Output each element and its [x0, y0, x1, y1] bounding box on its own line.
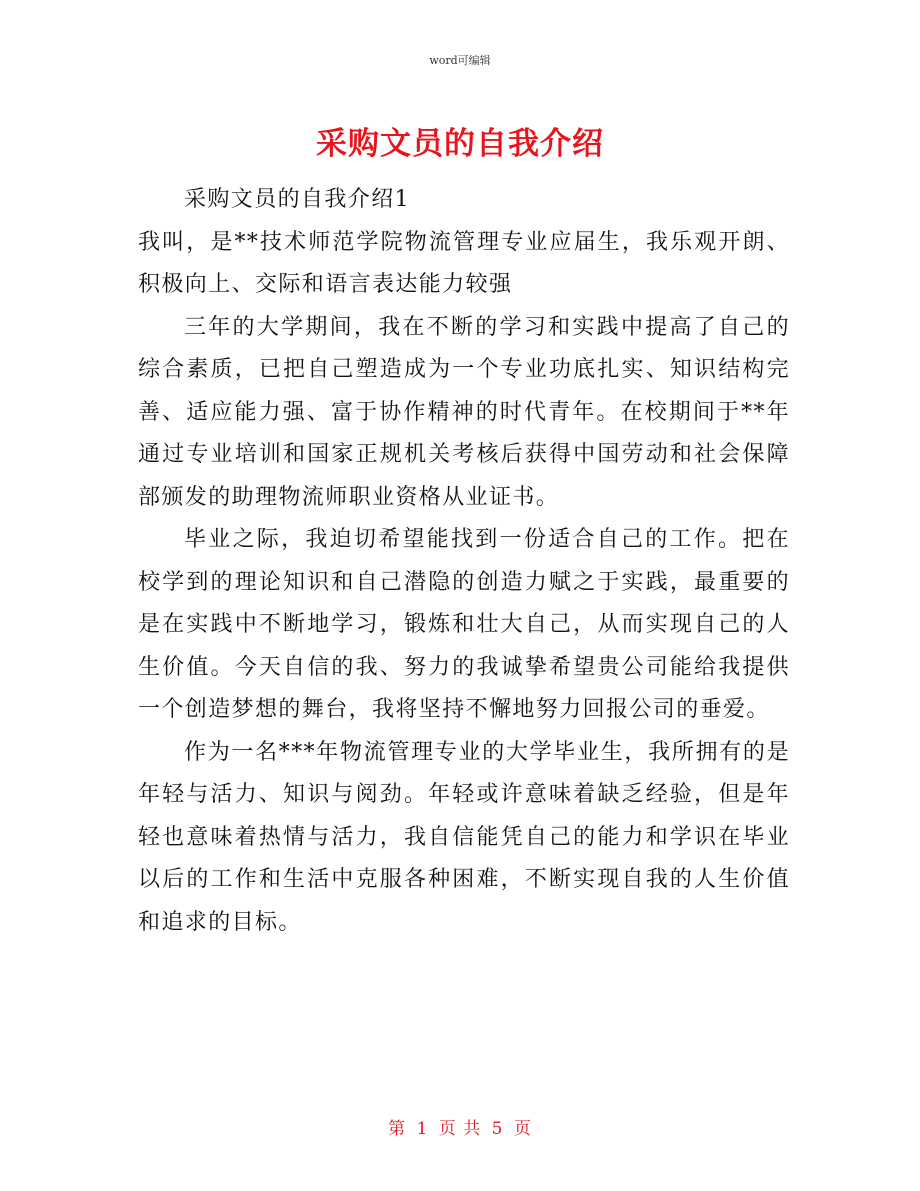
document-body [138, 179, 790, 944]
document-title: 采购文员的自我介绍 [316, 126, 604, 162]
paragraph-university: 三年的大学期间，我在不断的学习和实践中提高了自己的综合素质，已把自己塑造成为一个专业功底扎实、知识结构完善、适应能力强、富于协作精神的时代青年。在校期间于**年通过专业培训和国家正规机关考核后获得中国劳动和社会保障部颁发的助理物流师职业资格从业证书。 [138, 314, 790, 510]
paragraph-graduation: 毕业之际，我迫切希望能找到一份适合自己的工作。把在校学到的理论知识和自己潜隐的创造力赋之于实践，最重要的是在实践中不断地学习，锻炼和壮大自己，从而实现自己的人生价值。今天自信的我、努力的我诚挚希望贵公司能给我提供一个创造梦想的舞台，我将坚持不懈地努力回报公司的垂爱。 [138, 527, 790, 722]
page-current: 1 [416, 1119, 429, 1139]
page-prefix: 第 [388, 1119, 407, 1139]
header-note: word可编辑 [429, 54, 491, 67]
page-mid: 页 共 [438, 1119, 482, 1139]
section-heading: 采购文员的自我介绍1 [184, 187, 410, 212]
paragraph-strengths: 作为一名***年物流管理专业的大学毕业生，我所拥有的是年轻与活力、知识与阅劲。年轻或许意味着缺乏经验，但是年轻也意味着热情与活力，我自信能凭自己的能力和学识在毕业以后的工作和生活中克服各种困难，不断实现自我的人生价值和追求的目标。 [138, 739, 790, 935]
page-footer [0, 1114, 920, 1139]
page-suffix: 页 [513, 1119, 532, 1139]
page-total: 5 [491, 1119, 504, 1139]
paragraph-intro: 我叫，是**技术师范学院物流管理专业应届生，我乐观开朗、积极向上、交际和语言表达能力较强 [138, 229, 790, 297]
